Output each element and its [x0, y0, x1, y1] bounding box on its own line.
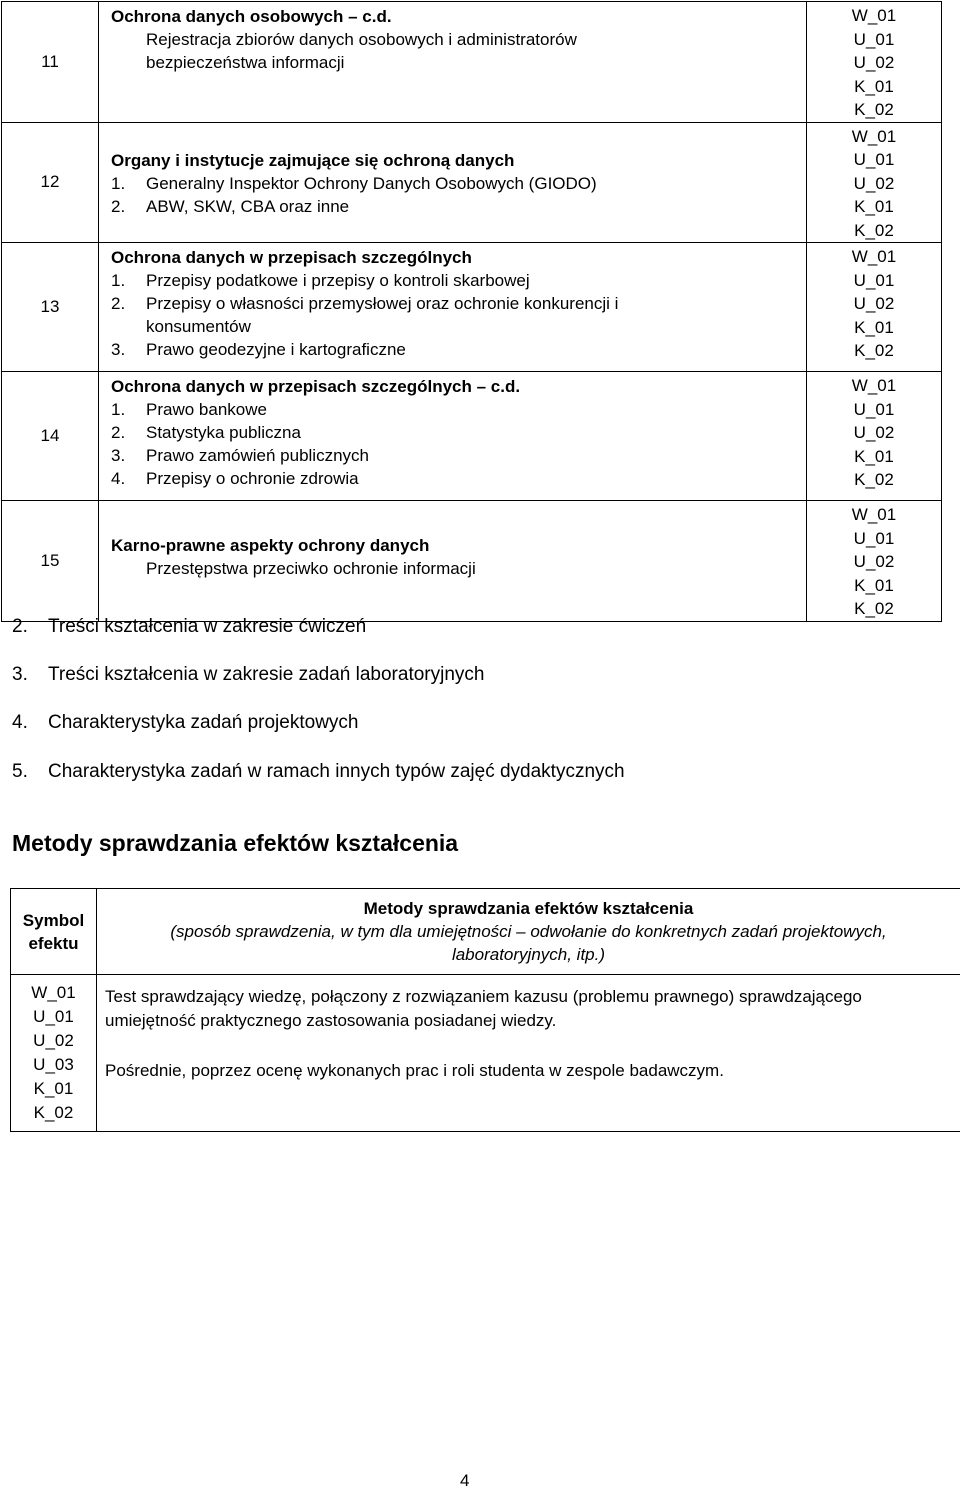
topic-line: Rejestracja zbiorów danych osobowych i administratorów [111, 28, 798, 51]
section-heading [12, 712, 358, 734]
topic-title: Organy i instytucje zajmujące się ochroną danych [111, 149, 798, 172]
effect-code: K_02 [807, 468, 941, 492]
effect-code: U_02 [807, 172, 941, 196]
item-number: 2. [111, 421, 146, 444]
item-text: Przepisy o własności przemysłowej oraz ochronie konkurencji i [146, 294, 618, 313]
item-text: Generalny Inspektor Ochrony Danych Osobowych (GIODO) [146, 174, 597, 193]
list-item [111, 421, 798, 444]
effects-cell [807, 372, 942, 501]
section-number: 2. [12, 616, 48, 638]
item-number: 1. [111, 172, 146, 195]
row-number: 13 [2, 243, 99, 372]
effect-code: U_02 [807, 550, 941, 574]
row-number: 12 [2, 122, 99, 243]
section-text: Treści kształcenia w zakresie zadań laboratoryjnych [48, 664, 484, 685]
header-methods [97, 889, 960, 975]
topic-cell [99, 243, 807, 372]
effect-code: W_01 [807, 4, 941, 28]
item-text: Przepisy o ochronie zdrowia [146, 469, 359, 488]
section-number: 4. [12, 712, 48, 734]
effect-code: U_01 [807, 398, 941, 422]
effects-cell [807, 501, 942, 622]
effect-code: U_02 [807, 421, 941, 445]
list-item [111, 292, 798, 315]
item-number: 3. [111, 444, 146, 467]
header-symbol-line: Symbol [11, 909, 96, 932]
topic-cell [99, 122, 807, 243]
list-item [111, 195, 798, 218]
header-subtitle: (sposób sprawdzenia, w tym dla umiejętności – odwołanie do konkretnych zadań projektowych, laboratoryjnych, itp.) [117, 920, 940, 966]
item-number: 2. [111, 292, 146, 315]
list-item [111, 467, 798, 490]
effects-cell [807, 243, 942, 372]
header-symbol [11, 889, 97, 975]
table-row [2, 122, 942, 243]
effect-code: U_01 [807, 269, 941, 293]
effects-cell [807, 2, 942, 123]
table-row [2, 372, 942, 501]
topic-cell [99, 501, 807, 622]
item-text: Prawo geodezyjne i kartograficzne [146, 340, 406, 359]
list-item [111, 269, 798, 292]
table-row [2, 243, 942, 372]
section-number: 3. [12, 664, 48, 686]
program-table [1, 1, 942, 622]
effect-code: U_01 [807, 148, 941, 172]
method-text: Test sprawdzający wiedzę, połączony z rozwiązaniem kazusu (problemu prawnego) sprawdzającego umiejętność praktycznego zastosowania posiadanej wiedzy. [105, 985, 952, 1033]
topic-title: Ochrona danych w przepisach szczególnych [111, 246, 798, 269]
effect-code: K_01 [807, 445, 941, 469]
effect-code: W_01 [807, 125, 941, 149]
effect-code: K_01 [11, 1077, 96, 1101]
section-text: Charakterystyka zadań w ramach innych typów zajęć dydaktycznych [48, 761, 625, 782]
row-number: 14 [2, 372, 99, 501]
effect-code: W_01 [11, 981, 96, 1005]
method-text: Pośrednie, poprzez ocenę wykonanych prac i roli studenta w zespole badawczym. [105, 1059, 952, 1083]
row-number: 15 [2, 501, 99, 622]
page-number: 4 [460, 1471, 469, 1491]
topic-title: Karno-prawne aspekty ochrony danych [111, 534, 798, 557]
effect-code: K_02 [11, 1101, 96, 1125]
topic-title: Ochrona danych osobowych – c.d. [111, 5, 798, 28]
item-number: 2. [111, 195, 146, 218]
item-text: Prawo bankowe [146, 400, 267, 419]
topic-title: Ochrona danych w przepisach szczególnych – c.d. [111, 375, 798, 398]
effect-code: W_01 [807, 503, 941, 527]
methods-cell [97, 975, 960, 1132]
topic-line: Przestępstwa przeciwko ochronie informacji [111, 557, 798, 580]
effect-code: K_02 [807, 219, 941, 243]
header-symbol-line: efektu [11, 932, 96, 955]
table-header-row [11, 889, 960, 975]
item-number: 3. [111, 338, 146, 361]
effect-code: W_01 [807, 374, 941, 398]
list-item [111, 172, 798, 195]
effect-code: U_01 [11, 1005, 96, 1029]
methods-table [10, 888, 960, 1132]
item-text: Przepisy podatkowe i przepisy o kontroli skarbowej [146, 271, 530, 290]
table-row [2, 2, 942, 123]
effect-code: U_01 [807, 527, 941, 551]
effect-code: U_02 [807, 51, 941, 75]
effects-cell [807, 122, 942, 243]
symbols-cell [11, 975, 97, 1132]
section-heading [12, 664, 484, 686]
list-item [111, 444, 798, 467]
section-heading [12, 761, 625, 783]
item-text: ABW, SKW, CBA oraz inne [146, 197, 349, 216]
item-number: 1. [111, 269, 146, 292]
topic-line: bezpieczeństwa informacji [111, 51, 798, 74]
topic-cell [99, 2, 807, 123]
list-item-continuation: konsumentów [111, 315, 798, 338]
section-text: Charakterystyka zadań projektowych [48, 712, 358, 733]
effect-code: U_01 [807, 28, 941, 52]
row-number: 11 [2, 2, 99, 123]
table-row [11, 975, 960, 1132]
effect-code: U_02 [11, 1029, 96, 1053]
effect-code: K_01 [807, 75, 941, 99]
table-row [2, 501, 942, 622]
item-number: 4. [111, 467, 146, 490]
header-title: Metody sprawdzania efektów kształcenia [117, 897, 940, 920]
effect-code: K_01 [807, 316, 941, 340]
topic-cell [99, 372, 807, 501]
section-number: 5. [12, 761, 48, 783]
item-text: Statystyka publiczna [146, 423, 301, 442]
methods-heading: Metody sprawdzania efektów kształcenia [12, 830, 458, 857]
item-number: 1. [111, 398, 146, 421]
item-text: Prawo zamówień publicznych [146, 446, 369, 465]
effect-code: K_02 [807, 339, 941, 363]
effect-code: K_02 [807, 98, 941, 122]
section-heading [12, 616, 366, 638]
effect-code: K_01 [807, 195, 941, 219]
section-text: Treści kształcenia w zakresie ćwiczeń [48, 616, 366, 637]
effect-code: K_01 [807, 574, 941, 598]
list-item [111, 398, 798, 421]
effect-code: U_03 [11, 1053, 96, 1077]
effect-code: K_02 [807, 597, 941, 621]
list-item [111, 338, 798, 361]
effect-code: U_02 [807, 292, 941, 316]
effect-code: W_01 [807, 245, 941, 269]
